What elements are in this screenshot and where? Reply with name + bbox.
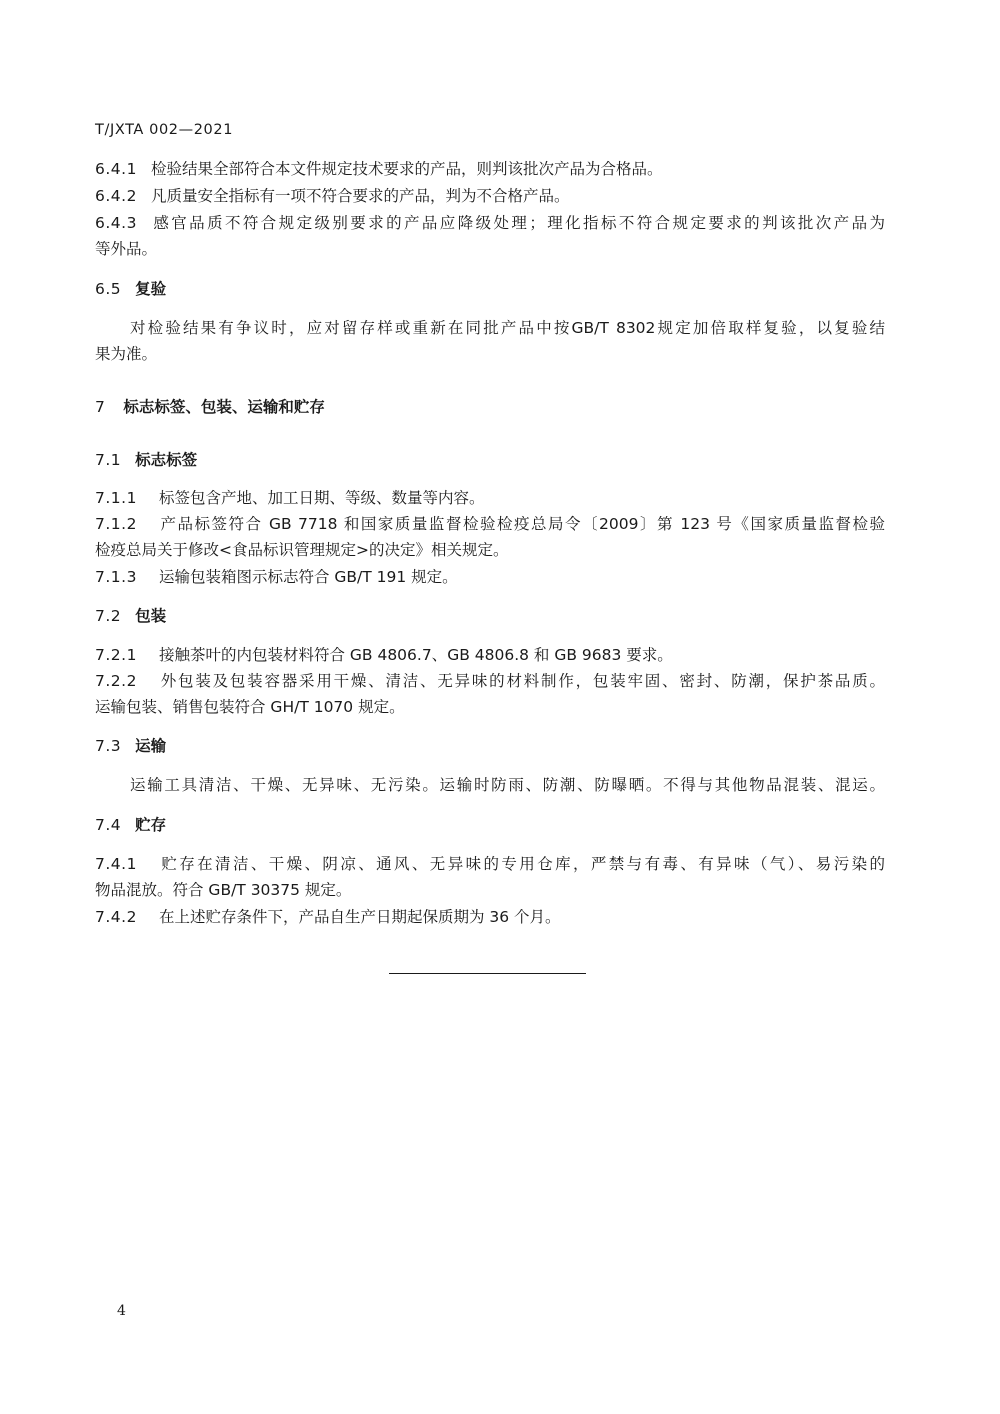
clause-number: 7.1.1 (95, 489, 137, 507)
section-title: 贮存 (135, 816, 167, 834)
section-number: 7.3 (95, 737, 122, 755)
clause-6-4-3-cont: 等外品。 (95, 240, 158, 258)
clause-6-4-2 (95, 186, 885, 206)
clause-7-2-1 (95, 645, 885, 665)
section-title: 标志标签 (135, 451, 198, 469)
clause-text: 运输包装箱图示标志符合 GB/T 191 规定。 (158, 568, 458, 586)
section-7-3-text: 运输工具清洁、干燥、无异味、无污染。运输时防雨、防潮、防曝晒。不得与其他物品混装、混运。 (130, 776, 885, 794)
clause-text: 检验结果全部符合本文件规定技术要求的产品，则判该批次产品为合格品。 (150, 160, 663, 178)
clause-7-4-2 (95, 907, 885, 927)
section-title: 复验 (135, 280, 167, 298)
clause-number: 7.1.3 (95, 568, 137, 586)
clause-text: 产品标签符合 GB 7718 和国家质量监督检验检疫总局令〔2009〕第 123 号《国家质量监督检验 (158, 515, 885, 533)
clause-7-1-1 (95, 488, 885, 508)
clause-text: 感官品质不符合规定级别要求的产品应降级处理；理化指标不符合规定要求的判该批次产品为 (150, 214, 885, 232)
section-7-1-heading (95, 450, 885, 470)
clause-number: 7.2.1 (95, 646, 137, 664)
clause-7-1-3 (95, 567, 885, 587)
clause-7-4-1-cont: 物品混放。符合 GB/T 30375 规定。 (95, 881, 352, 899)
chapter-7-heading (95, 397, 885, 417)
clause-number: 6.4.2 (95, 187, 137, 205)
clause-number: 6.4.3 (95, 214, 137, 232)
end-of-document-rule (389, 973, 586, 974)
section-6-5-text-cont: 果为准。 (95, 345, 158, 363)
clause-7-1-2 (95, 514, 885, 534)
clause-6-4-1 (95, 159, 885, 179)
clause-number: 7.1.2 (95, 515, 137, 533)
clause-7-4-1 (95, 854, 885, 874)
clause-number: 7.2.2 (95, 672, 137, 690)
section-number: 7.2 (95, 607, 122, 625)
section-7-3-heading (95, 736, 885, 756)
clause-text: 在上述贮存条件下，产品自生产日期起保质期为 36 个月。 (158, 908, 561, 926)
section-number: 7.1 (95, 451, 122, 469)
clause-text: 标签包含产地、加工日期、等级、数量等内容。 (158, 489, 485, 507)
clause-text: 凡质量安全指标有一项不符合要求的产品，判为不合格产品。 (150, 187, 570, 205)
clause-number: 6.4.1 (95, 160, 137, 178)
section-7-2-heading (95, 606, 885, 626)
document-id: T/JXTA 002—2021 (95, 122, 234, 138)
clause-number: 7.4.1 (95, 855, 137, 873)
section-6-5-text: 对检验结果有争议时，应对留存样或重新在同批产品中按GB/T 8302规定加倍取样复验，以复验结 (130, 319, 885, 337)
section-title: 包装 (135, 607, 167, 625)
page-number: 4 (117, 1303, 126, 1319)
section-number: 7.4 (95, 816, 122, 834)
clause-number: 7.4.2 (95, 908, 137, 926)
section-title: 运输 (135, 737, 167, 755)
section-7-4-heading (95, 815, 885, 835)
clause-7-1-2-cont: 检疫总局关于修改<食品标识管理规定>的决定》相关规定。 (95, 541, 509, 559)
clause-7-2-2 (95, 671, 885, 691)
section-number: 6.5 (95, 280, 122, 298)
chapter-title: 标志标签、包装、运输和贮存 (123, 398, 325, 416)
section-6-5-heading (95, 279, 885, 299)
clause-text: 接触茶叶的内包装材料符合 GB 4806.7、GB 4806.8 和 GB 9683 要求。 (158, 646, 673, 664)
clause-6-4-3 (95, 213, 885, 233)
chapter-number: 7 (95, 398, 106, 416)
clause-text: 贮存在清洁、干燥、阴凉、通风、无异味的专用仓库，严禁与有毒、有异味（气）、易污染的 (158, 855, 885, 873)
clause-7-2-2-cont: 运输包装、销售包装符合 GH/T 1070 规定。 (95, 698, 405, 716)
clause-text: 外包装及包装容器采用干燥、清洁、无异味的材料制作，包装牢固、密封、防潮，保护茶品质。 (158, 672, 885, 690)
